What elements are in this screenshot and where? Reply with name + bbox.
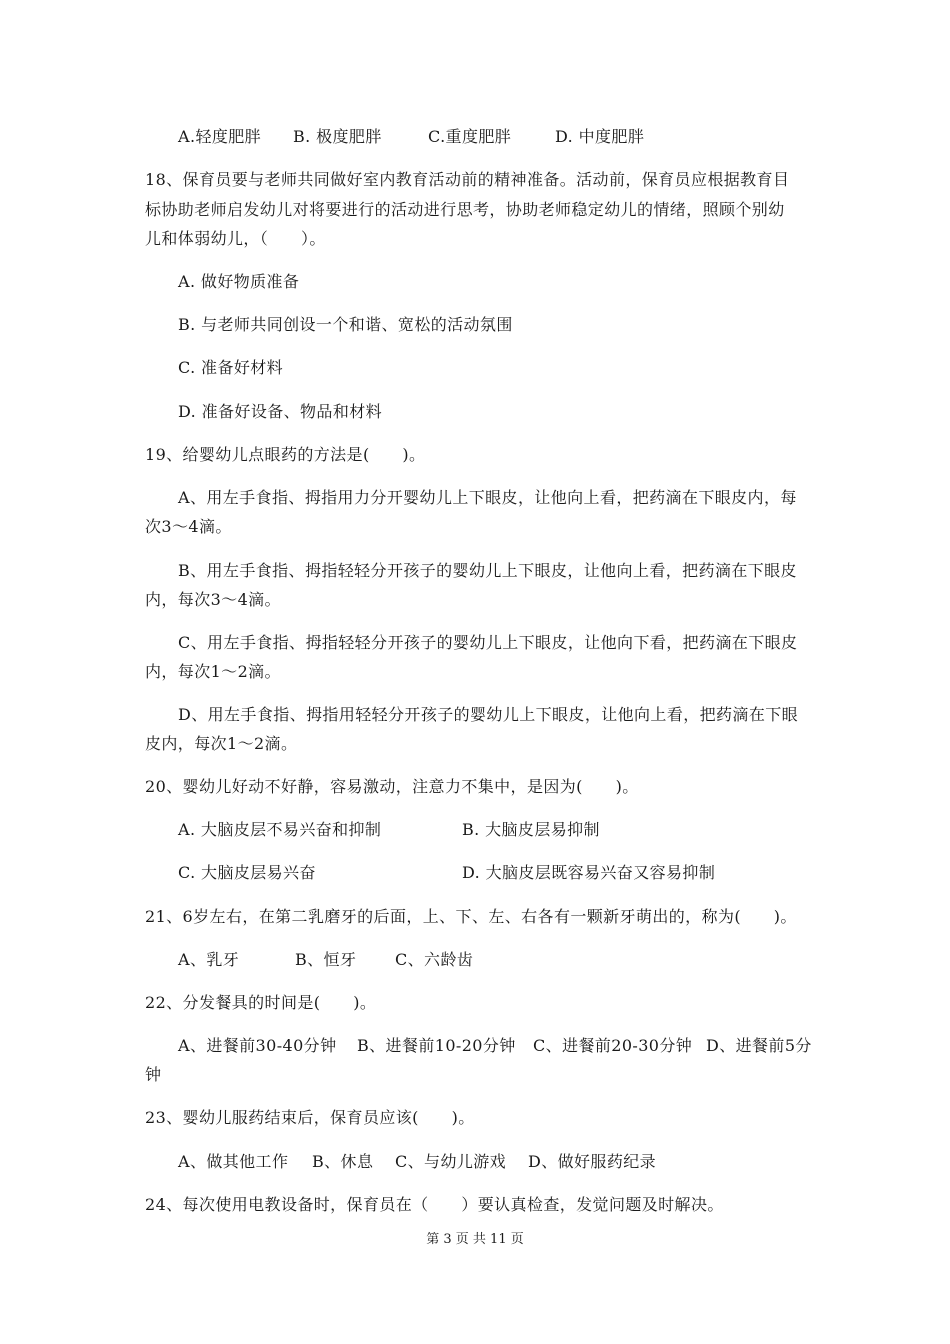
q22-option-b: B、进餐前10-20分钟 [357, 1036, 516, 1055]
q18-option-b: B. 与老师共同创设一个和谐、宽松的活动氛围 [178, 315, 513, 334]
q20-option-d: D. 大脑皮层既容易兴奋又容易抑制 [462, 863, 716, 882]
q17-option-c: C.重度肥胖 [428, 127, 512, 146]
q21-option-c: C、六龄齿 [395, 950, 474, 969]
q23-option-d: D、做好服药纪录 [528, 1152, 657, 1171]
q22-stem: 22、分发餐具的时间是( )。 [145, 993, 377, 1012]
q20-option-b: B. 大脑皮层易抑制 [462, 820, 600, 839]
q20-option-c: C. 大脑皮层易兴奋 [178, 863, 316, 882]
q19-option-a-line-1: A、用左手食指、拇指用力分开婴幼儿上下眼皮，让他向上看，把药滴在下眼皮内，每 [178, 488, 797, 507]
q24-stem: 24、每次使用电教设备时，保育员在（ ）要认真检查，发觉问题及时解决。 [145, 1195, 724, 1214]
q20-option-a: A. 大脑皮层不易兴奋和抑制 [178, 820, 382, 839]
q18-stem-line-3: 儿和体弱幼儿，（ ）。 [145, 229, 326, 248]
q17-option-a: A.轻度肥胖 [178, 127, 262, 146]
q19-option-d-line-2: 皮内，每次1～2滴。 [145, 734, 298, 753]
q17-option-d: D. 中度肥胖 [555, 127, 645, 146]
q23-stem: 23、婴幼儿服药结束后，保育员应该( )。 [145, 1108, 475, 1127]
q17-option-b: B. 极度肥胖 [293, 127, 382, 146]
q21-option-b: B、恒牙 [295, 950, 357, 969]
q21-option-a: A、乳牙 [178, 950, 240, 969]
q19-option-d-line-1: D、用左手食指、拇指用轻轻分开孩子的婴幼儿上下眼皮，让他向上看，把药滴在下眼 [178, 705, 799, 724]
q22-option-d-wrap: 钟 [145, 1065, 162, 1084]
q21-stem: 21、6岁左右，在第二乳磨牙的后面，上、下、左、右各有一颗新牙萌出的，称为( )。 [145, 907, 797, 926]
q18-stem-line-1: 18、保育员要与老师共同做好室内教育活动前的精神准备。活动前，保育员应根据教育目 [145, 170, 790, 189]
q19-option-b-line-2: 内，每次3～4滴。 [145, 590, 281, 609]
q23-option-a: A、做其他工作 [178, 1152, 289, 1171]
q23-option-b: B、休息 [312, 1152, 374, 1171]
q19-stem: 19、给婴幼儿点眼药的方法是( )。 [145, 445, 426, 464]
q22-option-c: C、进餐前20-30分钟 [533, 1036, 693, 1055]
q20-stem: 20、婴幼儿好动不好静，容易激动，注意力不集中，是因为( )。 [145, 777, 639, 796]
q19-option-c-line-1: C、用左手食指、拇指轻轻分开孩子的婴幼儿上下眼皮，让他向下看，把药滴在下眼皮 [178, 633, 798, 652]
q19-option-a-line-2: 次3～4滴。 [145, 517, 232, 536]
q19-option-b-line-1: B、用左手食指、拇指轻轻分开孩子的婴幼儿上下眼皮，让他向上看，把药滴在下眼皮 [178, 561, 797, 580]
q22-option-d: D、进餐前5分 [706, 1036, 812, 1055]
q18-stem-line-2: 标协助老师启发幼儿对将要进行的活动进行思考，协助老师稳定幼儿的情绪，照顾个别幼 [145, 200, 785, 219]
q22-option-a: A、进餐前30-40分钟 [178, 1036, 337, 1055]
q18-option-d: D. 准备好设备、物品和材料 [178, 402, 383, 421]
page-number-footer: 第 3 页 共 11 页 [426, 1232, 524, 1247]
q18-option-c: C. 准备好材料 [178, 358, 284, 377]
q19-option-c-line-2: 内，每次1～2滴。 [145, 662, 281, 681]
q23-option-c: C、与幼儿游戏 [395, 1152, 507, 1171]
q18-option-a: A. 做好物质准备 [178, 272, 300, 291]
